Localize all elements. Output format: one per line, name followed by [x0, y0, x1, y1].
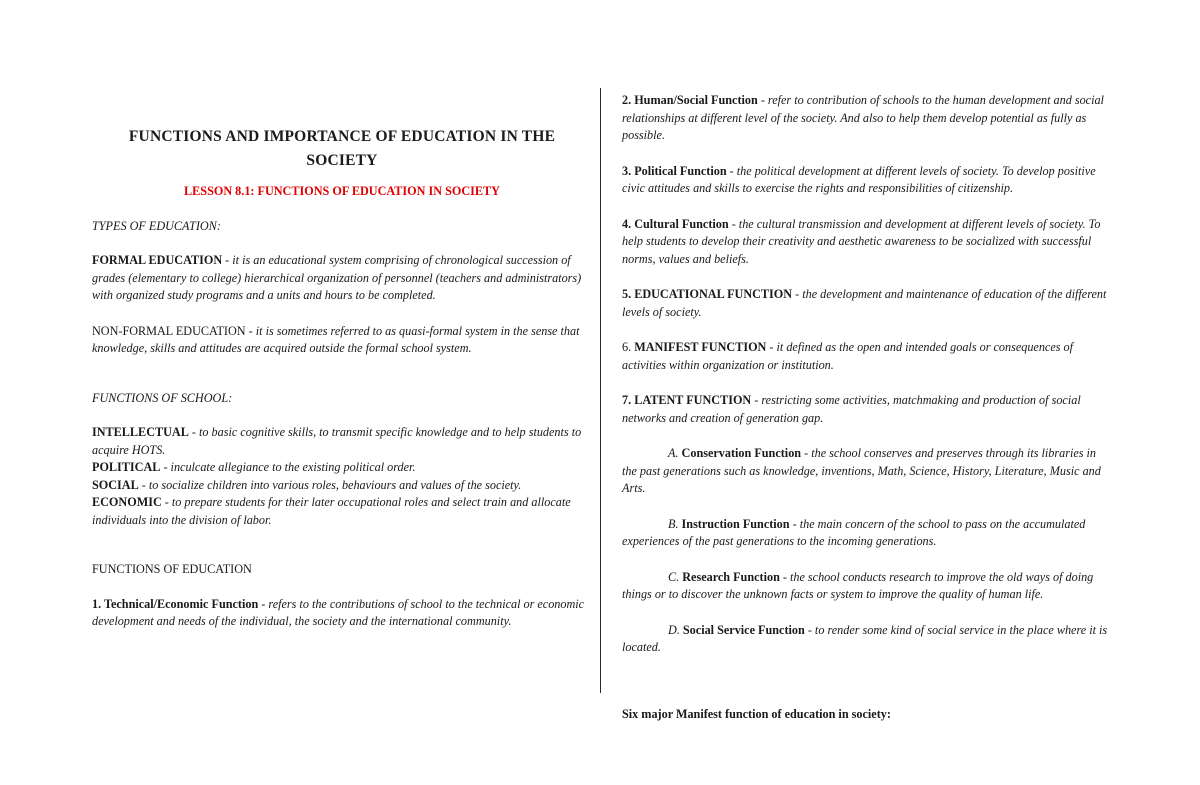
function-text: - restricting some activities, matchmaking and production of social networks and creation of generation gap. — [622, 393, 1081, 425]
school-function-term: POLITICAL — [92, 460, 161, 474]
sub-function-letter: B. — [668, 516, 682, 531]
function-number: 7. — [622, 393, 635, 407]
sub-function-c — [622, 569, 1112, 604]
formal-education-paragraph — [92, 252, 592, 305]
sub-function-term: Research Function — [682, 569, 780, 584]
sub-function-d — [622, 622, 1112, 657]
column-divider — [600, 88, 601, 693]
formal-term: FORMAL EDUCATION — [92, 253, 223, 267]
left-column — [92, 125, 592, 631]
function-text: - refer to contribution of schools to the human development and social relationships at different level of the society. And also to help them develop potential as fully as possible. — [622, 93, 1104, 142]
function-number: 4. — [622, 216, 635, 231]
school-function-text: - to prepare students for their later occupational roles and select train and allocate individuals into the division of labor. — [92, 495, 571, 527]
education-functions-heading: FUNCTIONS OF EDUCATION — [92, 562, 252, 576]
nonformal-education-paragraph — [92, 323, 592, 358]
function-number: 2. — [622, 93, 635, 107]
sub-function-text: - the main concern of the school to pass on the accumulated experiences of the past generations to the incoming generations. — [622, 516, 1086, 548]
function-term: MANIFEST FUNCTION — [634, 340, 767, 354]
function-number: 3. — [622, 163, 635, 178]
education-function-5 — [622, 286, 1112, 321]
function-term: LATENT FUNCTION — [634, 393, 752, 407]
function-term: Technical/Economic Function — [103, 596, 259, 611]
sub-function-term: Conservation Function — [681, 446, 802, 460]
function-term: Cultural Function — [634, 216, 729, 231]
education-function-2 — [622, 92, 1112, 145]
function-text: - refers to the contributions of school to the technical or economic development and needs of the individual, the society and the international community. — [92, 596, 585, 628]
education-function-7 — [622, 392, 1112, 427]
sub-function-letter: D. — [668, 622, 683, 637]
right-column — [622, 92, 1112, 723]
education-function-4 — [622, 216, 1112, 269]
school-functions-heading: FUNCTIONS OF SCHOOL: — [92, 390, 233, 405]
sub-function-text: - to render some kind of social service in the place where it is located. — [622, 622, 1108, 654]
closing-heading: Six major Manifest function of education in society: — [622, 706, 891, 721]
school-function-term: INTELLECTUAL — [92, 425, 189, 439]
page-title: FUNCTIONS AND IMPORTANCE OF EDUCATION IN THE SOCIETY — [128, 128, 556, 169]
types-heading: TYPES OF EDUCATION: — [92, 218, 221, 233]
function-text: - it defined as the open and intended goals or consequences of activities within organization or institution. — [622, 340, 1074, 372]
school-function-social — [92, 477, 592, 495]
school-function-text: - inculcate allegiance to the existing political order. — [160, 460, 416, 474]
sub-function-text: - the school conserves and preserves through its libraries in the past generations such as knowledge, inventions, Math, Science, History, Literature, Music and Arts. — [622, 446, 1101, 495]
school-function-term: SOCIAL — [92, 477, 139, 492]
function-number: 5. — [622, 287, 635, 301]
function-text: - the cultural transmission and development at different levels of society. To help students to develop their creativity and aesthetic awareness to be socialized with successful norms, values and beliefs. — [622, 216, 1101, 266]
school-function-text: - to socialize children into various roles, behaviours and values of the society. — [138, 477, 522, 492]
function-term: Political Function — [634, 163, 727, 178]
school-function-political — [92, 459, 592, 477]
sub-function-letter: C. — [668, 569, 683, 584]
sub-function-b — [622, 516, 1112, 551]
school-function-economic — [92, 494, 592, 529]
sub-function-a — [622, 445, 1112, 498]
function-term: Human/Social Function — [634, 93, 758, 107]
sub-function-letter: A. — [668, 446, 682, 460]
nonformal-text: - it is sometimes referred to as quasi-formal system in the sense that knowledge, skills and attitudes are acquired outside the formal school system. — [92, 323, 580, 355]
function-text: - the political development at different levels of society. To develop positive civic attitudes and skills to exercise the rights and responsibilities of citizenship. — [622, 163, 1096, 195]
lesson-heading: LESSON 8.1: FUNCTIONS OF EDUCATION IN SOCIETY — [184, 184, 500, 198]
sub-function-text: - the school conducts research to improve the old ways of doing things or to discover the unknown facts or system to improve the quality of human life. — [622, 569, 1094, 601]
education-function-1 — [92, 596, 592, 631]
sub-function-term: Social Service Function — [682, 622, 805, 637]
education-function-6 — [622, 339, 1112, 374]
function-term: EDUCATIONAL FUNCTION — [634, 287, 793, 301]
formal-text: - it is an educational system comprising of chronological succession of grades (elementary to college) hierarchical organization of personnel (teachers and administrators) with organized study programs and a units and hours to be completed. — [92, 253, 582, 302]
school-function-term: ECONOMIC — [92, 495, 162, 509]
nonformal-term: NON-FORMAL EDUCATION — [92, 323, 246, 338]
function-text: - the development and maintenance of education of the different levels of society. — [622, 287, 1107, 319]
education-function-3 — [622, 163, 1112, 198]
school-function-intellectual — [92, 424, 592, 459]
function-number: 6. — [622, 340, 635, 354]
sub-function-term: Instruction Function — [681, 516, 790, 531]
school-function-text: - to basic cognitive skills, to transmit specific knowledge and to help students to acquire HOTS. — [92, 425, 582, 457]
function-number: 1. — [92, 596, 104, 611]
